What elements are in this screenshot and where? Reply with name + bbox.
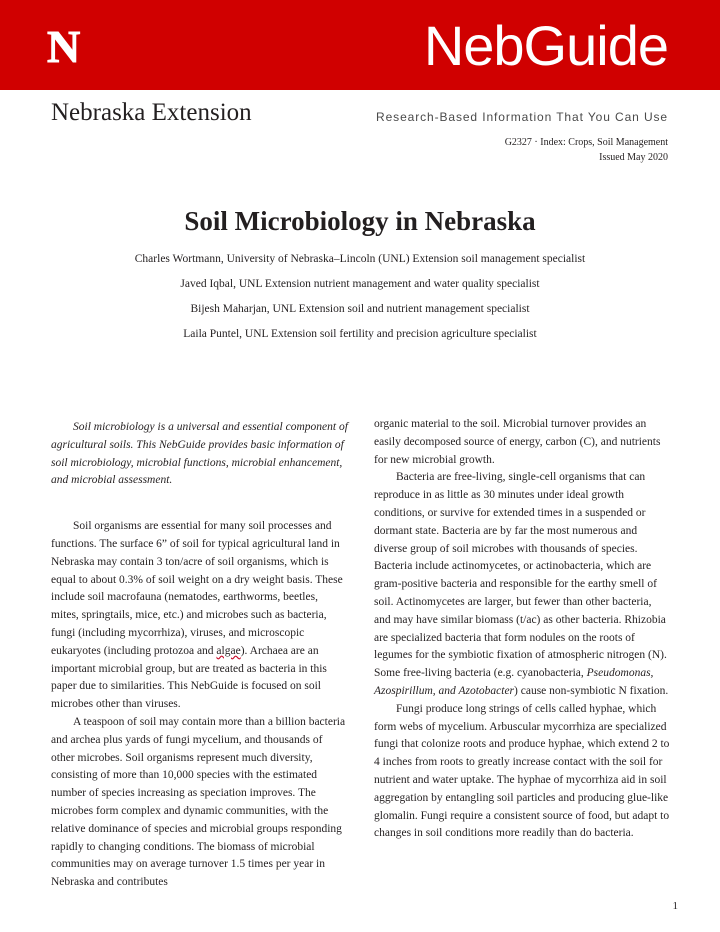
left-column <box>51 419 348 892</box>
author-list <box>0 247 720 347</box>
body-paragraph: organic material to the soil. Microbial turnover provides an easily decomposed source of energy, carbon (C), and nutrients for new microbial growth. <box>374 418 661 466</box>
extension-name: Nebraska Extension <box>51 99 252 126</box>
nebguide-brand: NebGuide <box>423 14 668 77</box>
document-meta <box>505 135 668 165</box>
author-line: Charles Wortmann, University of Nebraska–Lincoln (UNL) Extension soil management specialist <box>134 253 586 265</box>
nebguide-banner <box>0 0 720 90</box>
body-paragraph: Soil organisms are essential for many soil processes and functions. The surface 6” of soil for typical agricultural land in Nebraska may contain 3 ton/acre of soil organisms, which is equal to about 0.3% of soil weight on a dry weight basis. These include soil macrofauna (nematodes, earthworms, beetles, mites, springtails, mice, etc.) and microbes such as bacteria, fungi (including mycorrhiza), viruses, and microscopic eukaryotes (including protozoa and algae). Archaea are an important microbial group, but are treated as bacteria in this paper due to similarities. This NebGuide is focused on soil microbes other than viruses. <box>51 520 343 711</box>
right-column <box>374 416 670 843</box>
intro-paragraph: Soil microbiology is a universal and essential component of agricultural soils. This NebGuide provides basic information of soil microbiology, microbial functions, microbial enhancement, and microbial assessment. <box>51 421 348 487</box>
document-title: Soil Microbiology in Nebraska <box>184 206 536 236</box>
flagged-word: algae <box>216 644 241 657</box>
body-paragraph: A teaspoon of soil may contain more than a billion bacteria and archea plus yards of fungi mycelium, and thousands of other microbes. Soil organisms represent much diversity, consisting of more than 10,000 species with the estimated number of species increasing as speciation improves. The microbes form complex and dynamic communities, with the relative dominance of species and microbial groups responding rapidly to changing conditions. The biomass of microbial communities may on average turnover 1.5 times per year in Nebraska and contributes <box>51 715 346 889</box>
body-paragraph: Bacteria are free-living, single-cell organisms that can reproduce in as little as 30 minutes under ideal growth conditions, or survive for extended times in a suspended or dormant state. Bacteria are by far the most numerous and diverse group of soil microbes with thousands of species. Bacteria include actinomycetes, or actinobacteria, which are gram-positive bacteria and responsible for the earthy smell of soil. Actinomycetes are larger, but fewer than other bacteria, and may have similar biomass (t/ac) as other bacteria. Rhizobia are specialized bacteria that form nodules on the roots of legumes for the symbiotic fixation of atmospheric nitrogen (N). Some free-living bacteria (e.g. cyanobacteria, Pseudomonas, Azospirillum, and Azotobacter) cause non-symbiotic N fixation. <box>374 471 669 697</box>
body-paragraph: Fungi produce long strings of cells called hyphae, which form webs of mycelium. Arbuscular mycorrhiza are specialized fungi that colonize roots and produce hyphae, which extend 2 to 4 inches from roots to greatly increase contact with the soil for nutrient and water uptake. The hyphae of mycorrhiza aid in soil aggregation by entangling soil particles and producing glue-like glomalin. Fungi require a consistent source of food, but adapt to changes in soil conditions more readily than do bacteria. <box>374 702 670 840</box>
page-number: 1 <box>672 900 678 912</box>
nebraska-n-logo: N <box>47 21 80 72</box>
author-line: Bijesh Maharjan, UNL Extension soil and nutrient management specialist <box>190 303 530 315</box>
document-index: G2327 · Index: Crops, Soil Management <box>504 137 668 148</box>
author-line: Laila Puntel, UNL Extension soil fertility and precision agriculture specialist <box>183 328 537 340</box>
species-names: Pseudomonas, Azospirillum, and Azotobacter <box>374 667 654 697</box>
tagline: Research-Based Information That You Can Use <box>376 110 668 124</box>
issue-date: Issued May 2020 <box>599 152 668 163</box>
author-line: Javed Iqbal, UNL Extension nutrient management and water quality specialist <box>180 278 540 290</box>
